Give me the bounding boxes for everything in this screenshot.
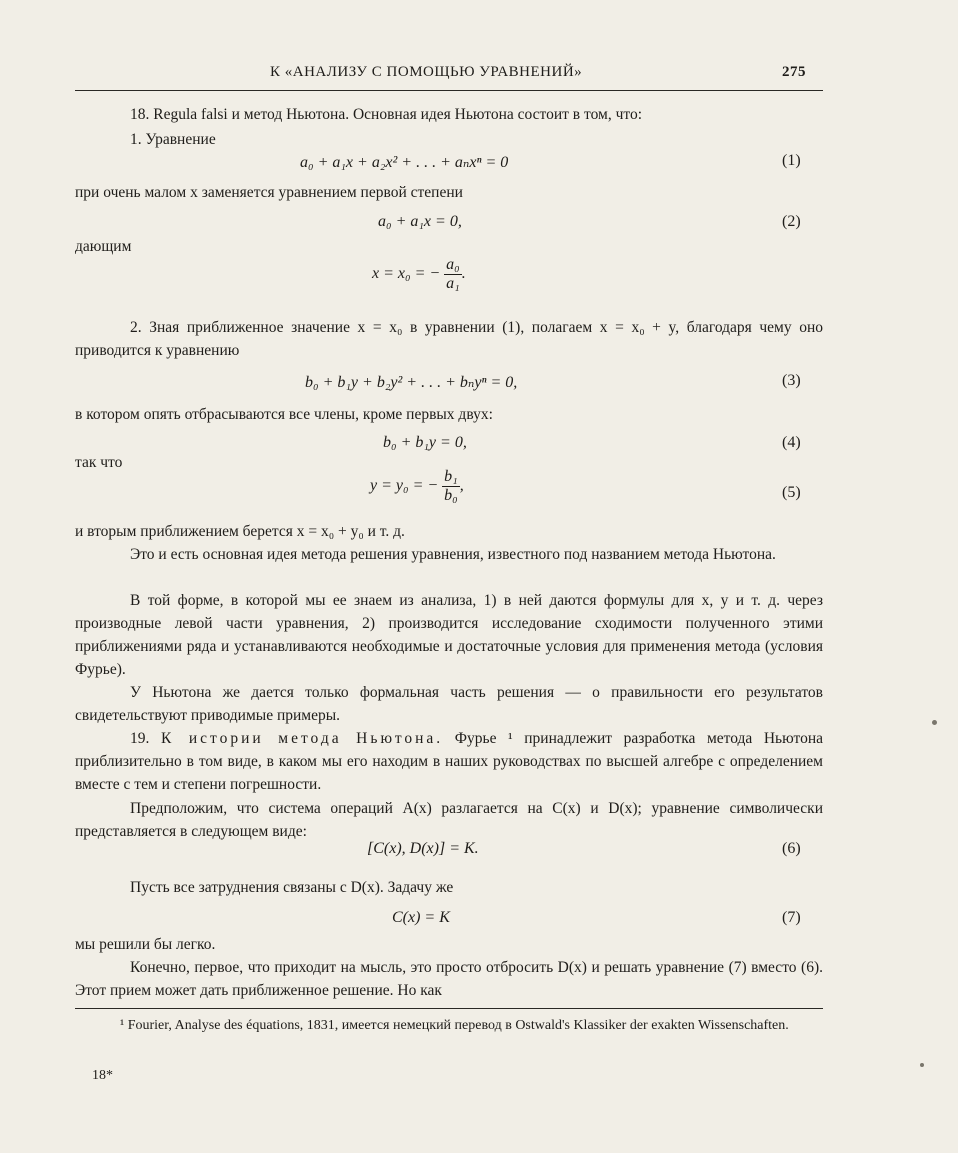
running-header-title: К «АНАЛИЗУ С ПОМОЩЬЮ УРАВНЕНИЙ» [270,64,583,80]
equation-1: a₀ + a₁x + a₂x² + . . . + aₙxⁿ = 0 [300,154,509,171]
text-after-eq2: дающим [75,238,132,255]
item-2-paragraph: 2. Зная приближенное значение x = x₀ в уравнении (1), полагаем x = x₀ + y, благодаря чему оно приводится к уравнению [75,319,823,359]
printer-signature: 18* [92,1068,113,1083]
paragraph-discard-d: Конечно, первое, что приходит на мысль, это просто отбросить D(x) и решать уравнение (7) вместо (6). Этот прием может дать приближенное решение. Но как [75,959,823,999]
equation-x0-numerator: a₀ [446,256,460,273]
text-so-that: так что [75,454,123,471]
equation-5-denominator: b₀ [444,487,458,504]
equation-5-number: (5) [782,484,801,501]
equation-7: C(x) = K [392,909,450,926]
paragraph-analysis-form: В той форме, в которой мы ее знаем из анализа, 1) в ней даются формулы для x, y и т. д. через производные левой части уравнения, 2) производится исследование сходимости полученного этими приближениями ряда и устанавливаются необходимые и достаточные условия для применения метода (условия Фурье). [75,592,823,678]
section-18-heading: 18. Regula falsi и метод Ньютона. Основная идея Ньютона состоит в том, что: [130,106,643,123]
paragraph-difficulties: Пусть все затруднения связаны с D(x). Задачу же [130,879,454,896]
header-rule [75,90,823,91]
equation-x0-fraction [444,256,462,293]
paper-speck [920,1063,924,1067]
text-after-eq1: при очень малом x заменяется уравнением первой степени [75,184,463,201]
equation-x0-left: x = x₀ = − [372,265,441,283]
paragraph-operations: Предположим, что система операций A(x) разлагается на C(x) и D(x); уравнение символически представляется в следующем виде: [75,800,823,840]
text-solve-easily: мы решили бы легко. [75,936,216,953]
equation-5 [370,468,464,505]
equation-x0 [372,256,466,293]
footnote-text: ¹ Fourier, Analyse des équations, 1831, имеется немецкий перевод в Ostwald's Klassiker der exakten Wissenschaften. [120,1018,789,1033]
equation-2-number: (2) [782,213,801,230]
equation-6: [C(x), D(x)] = K. [367,840,479,857]
text-second-approximation: и вторым приближением берется x = x₀ + y₀ и т. д. [75,523,405,540]
paragraph-newton-formal: У Ньютона же дается только формальная часть решения — о правильности его результатов свидетельствуют приводимые примеры. [75,684,823,724]
text-after-eq3: в котором опять отбрасываются все члены, кроме первых двух: [75,406,493,423]
equation-3: b₀ + b₁y + b₂y² + . . . + bₙyⁿ = 0, [305,374,518,391]
equation-6-number: (6) [782,840,801,857]
paragraph-main-idea: Это и есть основная идея метода решения уравнения, известного под названием метода Ньютона. [130,546,776,563]
paper-speck [932,720,937,725]
equation-x0-denominator: a₁ [446,275,460,292]
page-number: 275 [782,64,806,80]
equation-2: a₀ + a₁x = 0, [378,213,462,230]
equation-7-number: (7) [782,909,801,926]
equation-5-fraction [442,468,460,505]
section-19-text: Фурье ¹ принадлежит разработка метода Ньютона приблизительно в том виде, в каком мы его находим в наших руководствах по высшей алгебре с определением вместе с тем и степени погрешности. [75,730,823,793]
equation-x0-end: . [461,265,466,283]
section-19-title: К истории метода Ньютона. [160,730,444,747]
item-1-label: 1. Уравнение [130,131,216,148]
equation-4: b₀ + b₁y = 0, [383,434,467,451]
section-19-paragraph [75,727,823,796]
equation-1-number: (1) [782,152,801,169]
section-19-number: 19. [130,730,150,747]
equation-4-number: (4) [782,434,801,451]
equation-5-numerator: b₁ [444,468,458,485]
footnote-rule [75,1008,823,1009]
equation-5-left: y = y₀ = − [370,477,439,495]
equation-5-end: , [459,477,464,495]
equation-3-number: (3) [782,372,801,389]
